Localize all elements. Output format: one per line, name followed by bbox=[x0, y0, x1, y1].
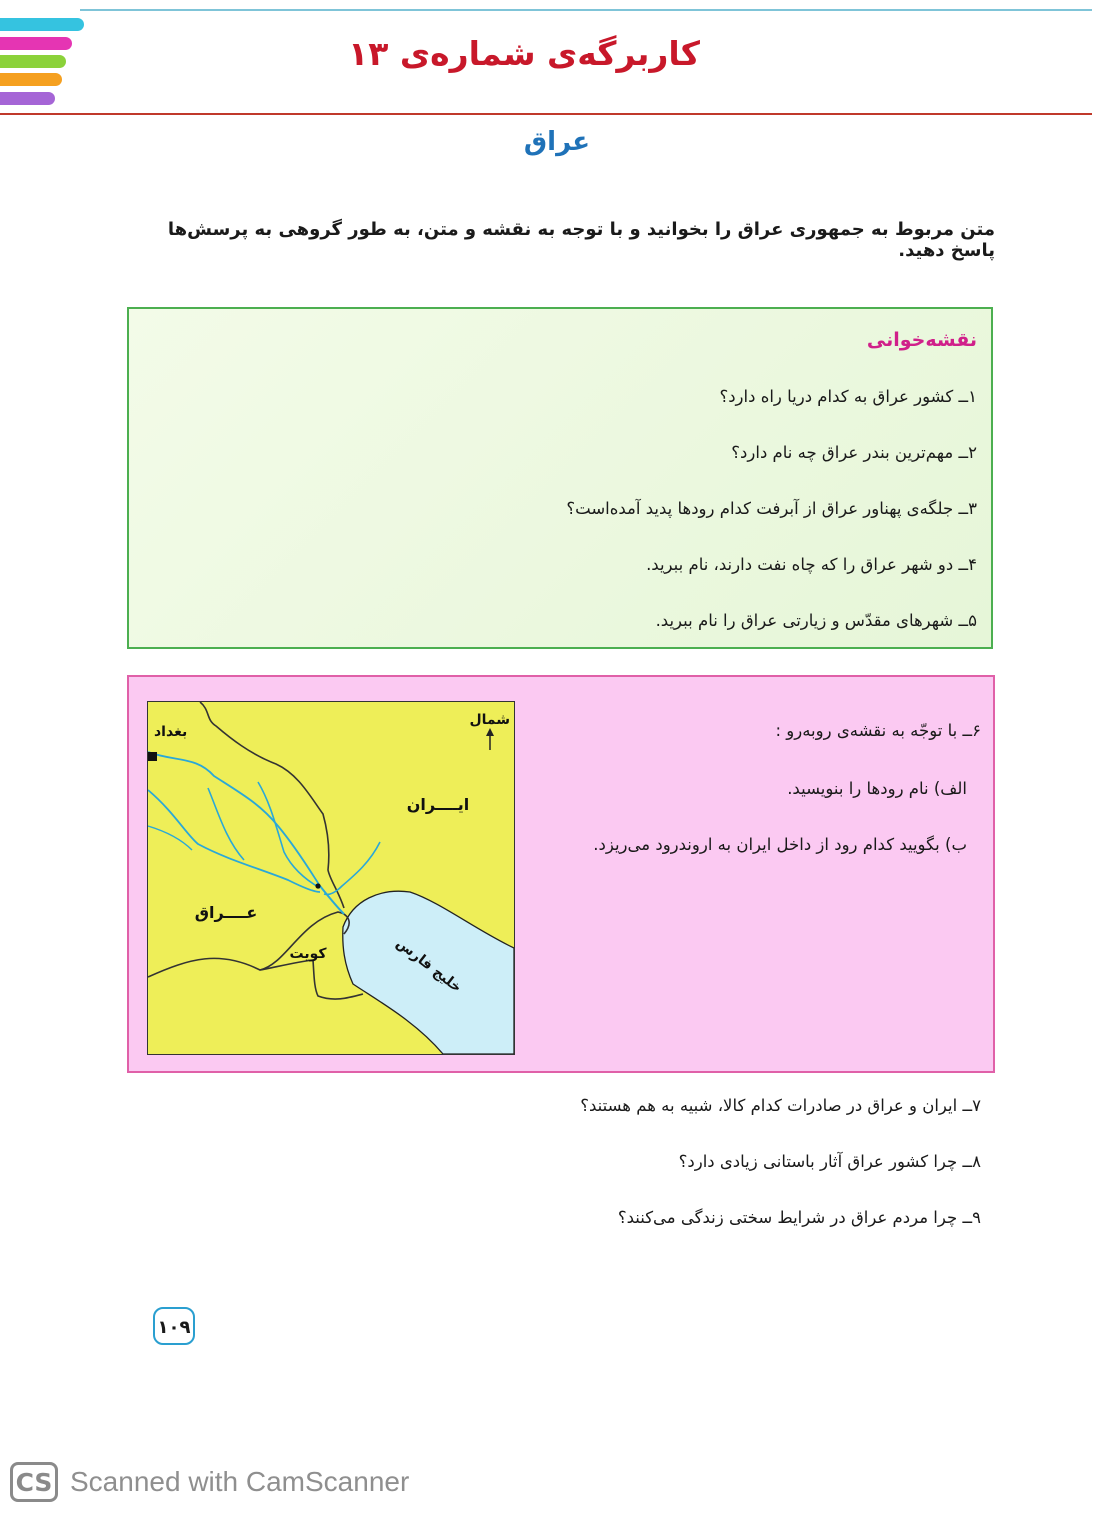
question-5: ۵ــ شهرهای مقدّس و زیارتی عراق را نام ببرید. bbox=[655, 611, 977, 630]
header-tab-1 bbox=[0, 18, 84, 31]
intro-text: متن مربوط به جمهوری عراق را بخوانید و با توجه به نقشه و متن، به طور گروهی به پرسش‌ها پاسخ دهید. bbox=[167, 219, 995, 261]
header-top-line bbox=[80, 9, 1092, 11]
map-drawing bbox=[148, 702, 514, 1054]
header-tab-2 bbox=[0, 37, 72, 50]
header-tab-5 bbox=[0, 92, 55, 105]
baghdad-marker bbox=[148, 752, 157, 761]
question-3: ۳ــ جلگه‌ی پهناور عراق از آبرفت کدام رودها پدید آمده‌است؟ bbox=[566, 499, 977, 518]
map-question-box bbox=[127, 675, 995, 1073]
question-8: ۸ــ چرا کشور عراق آثار باستانی زیادی دارد؟ bbox=[678, 1152, 981, 1171]
map-label-kuwait: کویت bbox=[289, 946, 327, 962]
question-7: ۷ــ ایران و عراق در صادرات کدام کالا، شبیه به هم هستند؟ bbox=[580, 1096, 981, 1115]
question-2: ۲ــ مهم‌ترین بندر عراق چه نام دارد؟ bbox=[731, 443, 977, 462]
page-title: کاربرگه‌ی شماره‌ی ۱۳ bbox=[348, 34, 700, 73]
camscanner-text: Scanned with CamScanner bbox=[70, 1466, 410, 1497]
question-4: ۴ــ دو شهر عراق را که چاه نفت دارند، نام ببرید. bbox=[646, 555, 977, 574]
page-number: ۱۰۹ bbox=[153, 1307, 195, 1345]
camscanner-logo-icon: CS bbox=[10, 1462, 58, 1502]
question-9: ۹ــ چرا مردم عراق در شرایط سختی زندگی می‌کنند؟ bbox=[617, 1208, 981, 1227]
question-6-part-b: ب) بگویید کدام رود از داخل ایران به اروندرود می‌ریزد. bbox=[593, 835, 967, 854]
map-reading-box bbox=[127, 307, 993, 649]
map-label-baghdad: بغداد bbox=[154, 724, 188, 740]
header-bottom-line bbox=[0, 113, 1092, 115]
question-1: ۱ــ کشور عراق به کدام دریا راه دارد؟ bbox=[719, 387, 977, 406]
map-label-north: شمال bbox=[469, 712, 510, 728]
map-label-iran: ایــــران bbox=[406, 795, 470, 814]
map-label-gulf: خلیج فارس bbox=[392, 935, 465, 996]
page-subtitle: عراق bbox=[523, 127, 590, 157]
header-tab-3 bbox=[0, 55, 66, 68]
iraq-map bbox=[147, 701, 515, 1055]
question-6-part-a: الف) نام رودها را بنویسید. bbox=[787, 779, 967, 798]
header-tab-4 bbox=[0, 73, 62, 86]
question-6: ۶ــ با توجّه به نقشه‌ی روبه‌رو : bbox=[775, 721, 981, 740]
map-reading-heading: نقشه‌خوانی bbox=[866, 329, 977, 351]
map-label-iraq: عــــراق bbox=[194, 903, 258, 922]
